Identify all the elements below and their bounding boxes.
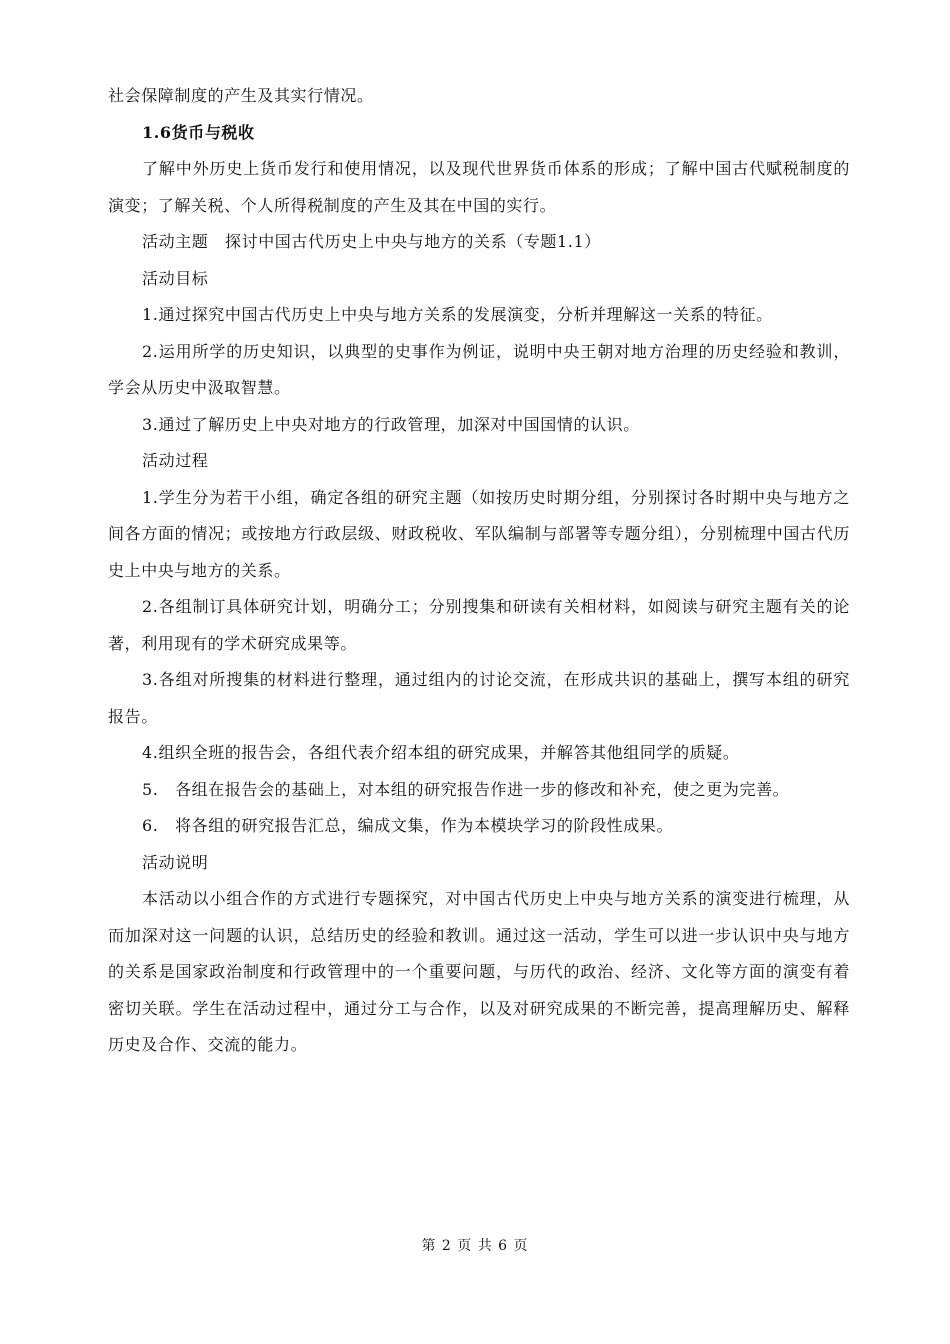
- section-heading-currency-tax: 1.6货币与税收: [142, 122, 255, 142]
- document-body: [108, 78, 850, 1064]
- process-step-1: 1.学生分为若干小组，确定各组的研究主题（如按历史时期分组，分别探讨各时期中央与地方之间各方面的情况；或按地方行政层级、财政税收、军队编制与部署等专题分组），分别梳理中国古代历史上中央与地方的关系。: [108, 487, 850, 580]
- activity-notes-heading: 活动说明: [142, 852, 209, 872]
- goal-item-3: 3.通过了解历史上中央对地方的行政管理，加深对中国国情的认识。: [142, 414, 640, 434]
- process-step-5: 5. 各组在报告会的基础上，对本组的研究报告作进一步的修改和补充，使之更为完善。: [142, 779, 790, 799]
- process-step-3: 3.各组对所搜集的材料进行整理，通过组内的讨论交流，在形成共识的基础上，撰写本组的研究报告。: [108, 670, 850, 726]
- paragraph-social-security-continuation: 社会保障制度的产生及其实行情况。: [108, 86, 374, 105]
- page-number-footer: 第 2 页 共 6 页: [421, 1238, 529, 1254]
- goal-item-2: 2.运用所学的历史知识，以典型的史事作为例证，说明中央王朝对地方治理的历史经验和教训，学会从历史中汲取智慧。: [108, 341, 850, 397]
- goal-item-1: 1.通过探究中国古代历史上中央与地方关系的发展演变，分析并理解这一关系的特征。: [142, 305, 773, 324]
- process-step-4: 4.组织全班的报告会，各组代表介绍本组的研究成果，并解答其他组同学的质疑。: [142, 743, 740, 762]
- activity-theme: 活动主题 探讨中国古代历史上中央与地方的关系（专题1.1）: [142, 232, 601, 251]
- process-step-2: 2.各组制订具体研究计划，明确分工；分别搜集和研读有关相材料，如阅读与研究主题有关的论著，利用现有的学术研究成果等。: [108, 597, 850, 653]
- activity-goals-heading: 活动目标: [142, 268, 209, 288]
- paragraph-currency-tax: 了解中外历史上货币发行和使用情况，以及现代世界货币体系的形成；了解中国古代赋税制度的演变；了解关税、个人所得税制度的产生及其在中国的实行。: [108, 159, 850, 215]
- activity-notes-paragraph: 本活动以小组合作的方式进行专题探究，对中国古代历史上中央与地方关系的演变进行梳理，从而加深对这一问题的认识，总结历史的经验和教训。通过这一活动，学生可以进一步认识中央与地方的关系是国家政治制度和行政管理中的一个重要问题，与历代的政治、经济、文化等方面的演变有着密切关联。学生在活动过程中，通过分工与合作，以及对研究成果的不断完善，提高理解历史、解释历史及合作、交流的能力。: [108, 889, 850, 1054]
- process-step-6: 6. 将各组的研究报告汇总，编成文集，作为本模块学习的阶段性成果。: [142, 816, 674, 835]
- activity-process-heading: 活动过程: [142, 451, 209, 470]
